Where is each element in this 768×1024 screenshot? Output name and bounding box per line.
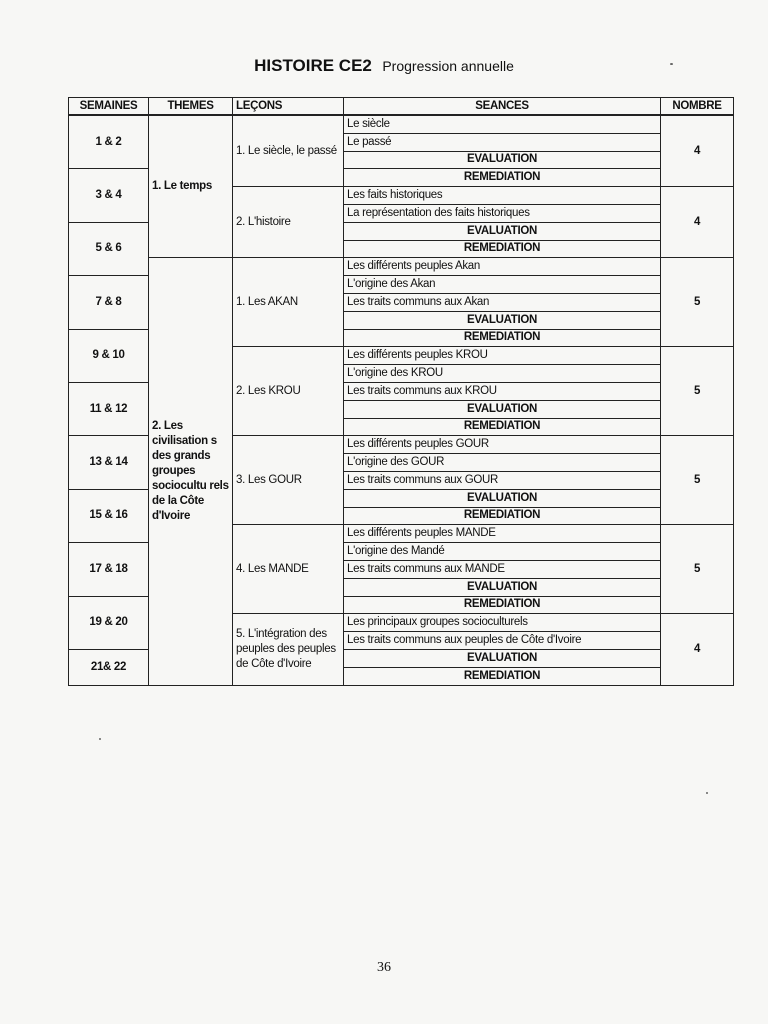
seance-cell: EVALUATION [344, 400, 661, 418]
progression-table [68, 97, 734, 686]
scan-speck [670, 63, 673, 65]
week-cell: 19 & 20 [69, 596, 149, 649]
seance-cell: La représentation des faits historiques [344, 204, 661, 222]
seance-cell: Les différents peuples KROU [344, 347, 661, 365]
lesson-cell: 5. L'intégration des peuples des peuples de Côte d'Ivoire [233, 614, 344, 685]
week-cell: 5 & 6 [69, 222, 149, 275]
seance-cell: EVALUATION [344, 222, 661, 240]
seance-cell: Les faits historiques [344, 187, 661, 205]
seance-cell: L'origine des GOUR [344, 454, 661, 472]
seance-cell: EVALUATION [344, 489, 661, 507]
week-cell: 9 & 10 [69, 329, 149, 382]
title-main: HISTOIRE CE2 [254, 56, 372, 75]
seance-cell: REMEDIATION [344, 329, 661, 347]
title-subtitle: Progression annuelle [382, 58, 514, 74]
lesson-cell: 1. Le siècle, le passé [233, 115, 344, 187]
column-header-semaines: SEMAINES [69, 98, 149, 116]
seance-cell: REMEDIATION [344, 418, 661, 436]
column-header-lecons: LEÇONS [233, 98, 344, 116]
lesson-cell: 3. Les GOUR [233, 436, 344, 525]
seance-cell: Les traits communs aux KROU [344, 382, 661, 400]
lesson-cell: 2. L'histoire [233, 187, 344, 258]
table-row [69, 258, 734, 276]
seance-cell: EVALUATION [344, 578, 661, 596]
week-cell: 7 & 8 [69, 276, 149, 329]
count-cell: 5 [661, 347, 734, 436]
seance-cell: Les traits communs aux MANDE [344, 560, 661, 578]
column-header-seances: SEANCES [344, 98, 661, 116]
scan-speck [706, 792, 708, 794]
seance-cell: Les traits communs aux Akan [344, 293, 661, 311]
table-row [69, 115, 734, 133]
count-cell: 5 [661, 436, 734, 525]
week-cell: 17 & 18 [69, 543, 149, 596]
week-cell: 11 & 12 [69, 382, 149, 435]
week-cell: 15 & 16 [69, 489, 149, 542]
seance-cell: EVALUATION [344, 151, 661, 169]
lesson-cell: 4. Les MANDE [233, 525, 344, 614]
seance-cell: REMEDIATION [344, 507, 661, 525]
column-header-nombre: NOMBRE [661, 98, 734, 116]
week-cell: 1 & 2 [69, 115, 149, 169]
seance-cell: EVALUATION [344, 649, 661, 667]
seance-cell: REMEDIATION [344, 240, 661, 258]
count-cell: 4 [661, 115, 734, 187]
seance-cell: Les différents peuples GOUR [344, 436, 661, 454]
seance-cell: REMEDIATION [344, 169, 661, 187]
seance-cell: Le passé [344, 133, 661, 151]
table-header-row [69, 98, 734, 116]
lesson-cell: 2. Les KROU [233, 347, 344, 436]
seance-cell: L'origine des Akan [344, 276, 661, 294]
seance-cell: L'origine des Mandé [344, 543, 661, 561]
theme-cell: 2. Les civilisation s des grands groupes sociocultu rels de la Côte d'Ivoire [149, 258, 233, 685]
seance-cell: Les traits communs aux GOUR [344, 471, 661, 489]
seance-cell: Les principaux groupes socioculturels [344, 614, 661, 632]
seance-cell: L'origine des KROU [344, 365, 661, 383]
week-cell: 21& 22 [69, 649, 149, 685]
theme-cell: 1. Le temps [149, 115, 233, 258]
document-title [0, 56, 768, 76]
lesson-cell: 1. Les AKAN [233, 258, 344, 347]
seance-cell: Les traits communs aux peuples de Côte d'Ivoire [344, 632, 661, 650]
week-cell: 3 & 4 [69, 169, 149, 222]
seance-cell: Les différents peuples Akan [344, 258, 661, 276]
seance-cell: Les différents peuples MANDE [344, 525, 661, 543]
week-cell: 13 & 14 [69, 436, 149, 489]
page-number: 36 [377, 960, 391, 975]
count-cell: 5 [661, 258, 734, 347]
seance-cell: REMEDIATION [344, 596, 661, 614]
scan-speck [99, 738, 101, 740]
seance-cell: EVALUATION [344, 311, 661, 329]
column-header-themes: THEMES [149, 98, 233, 116]
count-cell: 4 [661, 187, 734, 258]
count-cell: 5 [661, 525, 734, 614]
count-cell: 4 [661, 614, 734, 685]
seance-cell: REMEDIATION [344, 667, 661, 685]
seance-cell: Le siècle [344, 115, 661, 133]
